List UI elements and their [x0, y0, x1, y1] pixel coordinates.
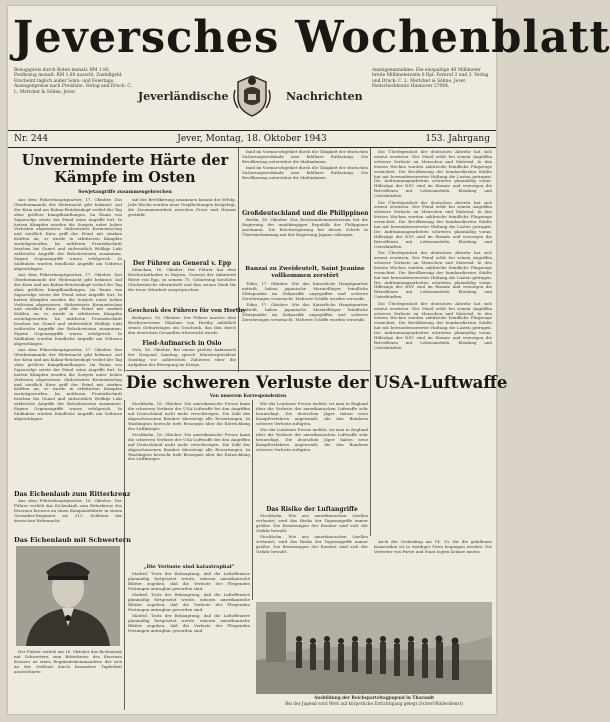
oslo-body: Oslo, 16. Oktober. Bei einem großen Aufmarsch der Nasjonal Samling sprach Ministerpräsident Quisling vor zahlreichen Zuhörern über die Aufgaben der Bewegung im Kriege. [128, 347, 236, 367]
luftangriffe-headline: Das Risiko der Luftangriffe [266, 506, 358, 513]
epp-headline: Der Führer an General v. Epp [132, 260, 232, 267]
column-rule [124, 260, 125, 372]
philippinen-headline: Großdeutschland und die Philippinen [242, 210, 369, 217]
main-article-body: Aus dem Führerhauptquartier, 17. Oktober. Das Oberkommando der Wehrmacht gibt bekannt: Auf der Krim und am Kuban-Brückenkopf verlief der Tag ohne größere Kampfhandlungen. Im Raum von Saporoshje setzte der Feind seine Angriffe fort. In harten Kämpfen wurden die Sowjets unter hohen Verlusten abgewiesen. Südostwärts Krementschug und nördlich Kiew griff der Feind mit starken Kräften an; er wurde in erbitterten Kämpfen zurückgeworfen. Im mittleren Frontabschnitt brachen bei Gomel und südwestlich Welikije Luki zahlreiche Angriffe der Bolschewisten zusammen. Eigene Gegenangriffe waren erfolgreich. In Süditalien wurden feindliche Angriffe am Volturno abgeschlagen. Aus dem Führerhauptquartier, 17. Oktober. Das Oberkommando der Wehrmacht gibt bekannt: Auf der Krim und am Kuban-Brückenkopf verlief der Tag ohne größere Kampfhandlungen. Im Raum von Saporoshje setzte der Feind seine Angriffe fort. In harten Kämpfen wurden die Sowjets unter hohen Verlusten abgewiesen. Südostwärts Krementschug und nördlich Kiew griff der Feind mit starken Kräften an; er wurde in erbitterten Kämpfen zurückgeworfen. Im mittleren Frontabschnitt brachen bei Gomel und südwestlich Welikije Luki zahlreiche Angriffe der Bolschewisten zusammen. Eigene Gegenangriffe waren erfolgreich. In Süditalien wurden feindliche Angriffe am Volturno abgeschlagen. Aus dem Führerhauptquartier, 17. Oktober. Das Oberkommando der Wehrmacht gibt bekannt: Auf der Krim und am Kuban-Brückenkopf verlief der Tag ohne größere Kampfhandlungen. Im Raum von Saporoshje setzte der Feind seine Angriffe fort. In harten Kämpfen wurden die Sowjets unter hohen Verlusten abgewiesen. Südostwärts Krementschug und nördlich Kiew griff der Feind mit starken Kräften an; er wurde in erbitterten Kämpfen zurückgeworfen. Im mittleren Frontabschnitt brachen bei Gomel und südwestlich Welikije Luki zahlreiche Angriffe der Bolschewisten zusammen. Eigene Gegenangriffe waren erfolgreich. In Süditalien wurden feindliche Angriffe am Volturno abgeschlagen. [14, 197, 122, 421]
japan-headline: Banzai zu Zweideutelt, Saint Jeanine vollkommen zerstört [245, 266, 365, 279]
column3-top-body: fand im Vormarschgebiet durch die Tätigkeit der deutschen Sicherungsverbände eine fühlbare Entlastung. Die Bevölkerung unterstützt die Maßnahmen. fand im Vormarschgebiet durch die Tätigkeit der deutschen Sicherungsverbände eine fühlbare Entlastung. Die Bevölkerung unterstützt die Maßnahmen. [242, 149, 368, 181]
column-rule [252, 400, 253, 600]
portrait-photo [16, 546, 120, 646]
main-article-body-cont: mit der Bevölkerung zusammen kommt der Erfolg. Jede Woche wurden neue Verpflichtungen festgelegt, die Zusammenarbeit zwischen Front und Heimat gestärkt. [128, 197, 236, 217]
column-rule [238, 148, 239, 372]
column-rule [370, 148, 371, 536]
marching-image [256, 602, 492, 694]
volume-year: 153. Jahrgang [425, 134, 490, 144]
masthead-right-notice: Anzeigenannahme: Die einspaltige 46 Millimeter breite Millimeterzeile 6 Rpf. Fernruf 2 und 3. Verlag und Druck: C. L. Mettcker & Söhne, Jever. Postscheckkonto Hannover 27004. [372, 68, 489, 90]
horthy-body: Budapest, 16. Oktober. Der Führer machte dem Reichsverweser Nikolaus von Horthy anläßlich seines Geburtstages ein Geschenk, das ihm durch den deutschen Gesandten überreicht wurde. [128, 315, 236, 335]
right-column-body: Die Überlegenheit der deutschen Abwehr hat sich erneut erwiesen. Der Feind erlitt bei seinen Angriffen schwere Verluste an Menschen und Material. In den letzten Wochen wurden zahlreiche feindliche Flugzeuge vernichtet. Die Bevölkerung der bombardierten Städte hat mit bewundernswerter Haltung die Lasten getragen. Die Aufräumungsarbeiten schreiten planmäßig voran. Hilfszüge der NSV sind im Einsatz und versorgen die Betroffenen mit Lebensmitteln, Kleidung und Unterkünften. Die Überlegenheit der deutschen Abwehr hat sich erneut erwiesen. Der Feind erlitt bei seinen Angriffen schwere Verluste an Menschen und Material. In den letzten Wochen wurden zahlreiche feindliche Flugzeuge vernichtet. Die Bevölkerung der bombardierten Städte hat mit bewundernswerter Haltung die Lasten getragen. Die Aufräumungsarbeiten schreiten planmäßig voran. Hilfszüge der NSV sind im Einsatz und versorgen die Betroffenen mit Lebensmitteln, Kleidung und Unterkünften. Die Überlegenheit der deutschen Abwehr hat sich erneut erwiesen. Der Feind erlitt bei seinen Angriffen schwere Verluste an Menschen und Material. In den letzten Wochen wurden zahlreiche feindliche Flugzeuge vernichtet. Die Bevölkerung der bombardierten Städte hat mit bewundernswerter Haltung die Lasten getragen. Die Aufräumungsarbeiten schreiten planmäßig voran. Hilfszüge der NSV sind im Einsatz und versorgen die Betroffenen mit Lebensmitteln, Kleidung und Unterkünften. Die Überlegenheit der deutschen Abwehr hat sich erneut erwiesen. Der Feind erlitt bei seinen Angriffen schwere Verluste an Menschen und Material. In den letzten Wochen wurden zahlreiche feindliche Flugzeuge vernichtet. Die Bevölkerung der bombardierten Städte hat mit bewundernswerter Haltung die Lasten getragen. Die Aufräumungsarbeiten schreiten planmäßig voran. Hilfszüge der NSV sind im Einsatz und versorgen die Betroffenen mit Lebensmitteln, Kleidung und Unterkünften. [374, 149, 492, 350]
usa-luftwaffe-subheadline: Von unserem Korrespondenten [209, 394, 287, 399]
main-headline: Unverminderte Härte der Kämpfe im Osten [21, 152, 229, 186]
schwerter-headline: Das Eichenlaub mit Schwertern [14, 536, 132, 544]
newspaper-page [8, 6, 610, 714]
section-rule [126, 370, 370, 371]
ritterkreuz-headline: Das Eichenlaub zum Ritterkreuz [14, 490, 131, 498]
usa-article-quote: „Die Verluste sind katastrophal" [143, 564, 235, 570]
coat-of-arms-icon [232, 72, 272, 118]
usa-article-col1: Stockholm, 16. Oktober. Die amerikanische Presse kann die schweren Verluste der USA-Luftwaffe bei den Angriffen auf Deutschland nicht mehr verschweigen. Die Zahl der abgeschossenen Bomber übersteigt alle Erwartungen. In Washington herrscht tiefe Besorgnis über die Entwicklung des Luftkrieges. Stockholm, 16. Oktober. Die amerikanische Presse kann die schweren Verluste der USA-Luftwaffe bei den Angriffen auf Deutschland nicht mehr verschweigen. Die Zahl der abgeschossenen Bomber übersteigt alle Erwartungen. In Washington herrscht tiefe Besorgnis über die Entwicklung des Luftkrieges. [128, 401, 250, 462]
ritterkreuz-body: Aus dem Führerhauptquartier, 16. Oktober. Der Führer verlieh das Eichenlaub zum Ritterkreuz des Eisernen Kreuzes an einen Kompanieführer in einem Grenadier-Regiment als 311. Soldaten der deutschen Wehrmacht. [14, 498, 122, 523]
usa-luftwaffe-headline: Die schweren Verluste der USA-Luftwaffe [126, 373, 508, 392]
marching-youth-photo [256, 602, 492, 694]
dateline-bar [8, 130, 496, 148]
marching-photo-caption: Ausbildung der Reichsparteitagjugend in Tharandt [313, 695, 435, 700]
marching-photo-subcaption: Bei der Jugend wird Wert auf körperliche Ertüchtigung gelegt (Scherl-Bilderdienst) [285, 701, 463, 706]
luftangriffe-body: Stockholm. Wie aus amerikanischen Quellen verlautet, wird das Risiko der Tagesangriffe immer größer. Die Besatzungen der Bomber sind sich der Gefahr bewußt. Stockholm. Wie aus amerikanischen Quellen verlautet, wird das Risiko der Tagesangriffe immer größer. Die Besatzungen der Bomber sind sich der Gefahr bewußt. [256, 513, 368, 554]
portrait-caption-body: Der Führer verlieh am 16. Oktober das Eichenlaub mit Schwertern zum Ritterkreuz des Eisernen Kreuzes an einen Regimentskommandeur, der sich an der Ostfront durch besondere Tapferkeit auszeichnete. [14, 649, 122, 674]
usa-article-col2: Wie die Londoner Presse meldet, ist man in England über die Verluste der amerikanischen Luftwaffe sehr beunruhigt. Die deutschen Jäger haben neue Kampfverfahren angewandt, die den Bombern schwere Verluste zufügten. Wie die Londoner Presse meldet, ist man in England über die Verluste der amerikanischen Luftwaffe sehr beunruhigt. Die deutschen Jäger haben neue Kampfverfahren angewandt, die den Bombern schwere Verluste zufügten. [256, 401, 368, 452]
issue-number: Nr. 244 [14, 134, 49, 144]
masthead-title: Jeversches Wochenblatt [12, 12, 610, 63]
column-rule [124, 400, 125, 710]
horthy-headline: Geschenk des Führers für von Horthy [128, 308, 246, 314]
philippinen-body: Berlin, 16. Oktober. Das Reichsaußenministerium hat die Regierung der unabhängigen Republik der Philippinen anerkannt. Die Reichsregierung hat diesen Schritt in Übereinstimmung mit der Regierung Japans vollzogen. [242, 217, 368, 237]
oslo-headline: Fied-Aufmarsch in Oslo [142, 340, 222, 347]
portrait-image [16, 546, 120, 646]
masthead-left-notice: Bezugspreis durch Boten monatl. RM 1.80, Postbezug monatl. RM 1.80 ausschl. Zustellgeld. Erscheint täglich außer Sonn- und Feiertags. Anzeigenpreise nach Preisliste. Verlag und Druck: C. L. Mettcker & Söhne, Jever. [14, 68, 132, 95]
japan-body: Tokio, 17. Oktober. Wie das Kaiserliche Hauptquartier mitteilt, haben japanische Marineflieger feindliche Stützpunkte im Südpazifik angegriffen und schwere Zerstörungen verursacht. Mehrere Schiffe wurden versenkt. Tokio, 17. Oktober. Wie das Kaiserliche Hauptquartier mitteilt, haben japanische Marineflieger feindliche Stützpunkte im Südpazifik angegriffen und schwere Zerstörungen verursacht. Mehrere Schiffe wurden versenkt. [242, 281, 368, 322]
masthead-subtitle-left: Jeverländische [138, 90, 229, 103]
masthead [8, 6, 610, 126]
issue-date: Jever, Montag, 18. Oktober 1943 [177, 134, 327, 144]
usa-article-col1b: Madrid. Trotz der Behauptung, daß die Luftoffensive planmäßig fortgesetzt werde, müssen amerikanische Blätter zugeben, daß die Verluste der Fliegenden Festungen untragbar geworden sind. Madrid. Trotz der Behauptung, daß die Luftoffensive planmäßig fortgesetzt werde, müssen amerikanische Blätter zugeben, daß die Verluste der Fliegenden Festungen untragbar geworden sind. Madrid. Trotz der Behauptung, daß die Luftoffensive planmäßig fortgesetzt werde, müssen amerikanische Blätter zugeben, daß die Verluste der Fliegenden Festungen untragbar geworden sind. [128, 571, 250, 633]
right-bottom-body: Auch der Gedenktag am 14. 10. für die gefallenen Kameraden ist in würdiger Form begangen worden. Die Vertreter von Partei und Staat legten Kränze nieder. [374, 539, 492, 554]
main-subheadline: Sowjetangriffe zusammengebrochen [78, 190, 172, 195]
epp-body: München, 16. Oktober. Der Führer hat dem Reichsstatthalter in Bayern, General der Infanterie Ritter von Epp, zu seinem 75. Geburtstag herzliche Glückwünsche übermittelt und ihm seinen Dank für die treue Mitarbeit ausgesprochen. [128, 267, 236, 292]
masthead-subtitle-right: Nachrichten [286, 90, 363, 103]
